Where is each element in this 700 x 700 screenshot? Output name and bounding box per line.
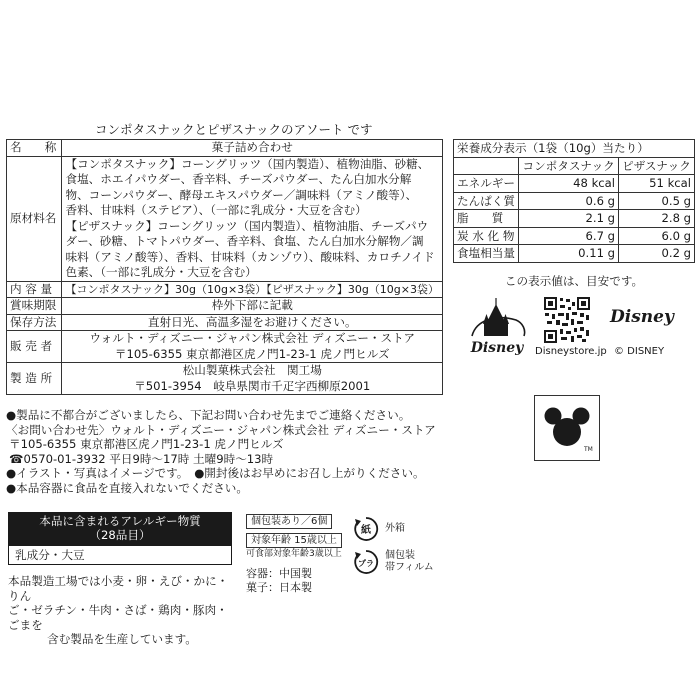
seller-value bbox=[62, 331, 443, 363]
table-row bbox=[7, 298, 443, 315]
nutrient-label: 脂 質 bbox=[454, 210, 519, 228]
table-row bbox=[454, 192, 695, 210]
table-row bbox=[7, 363, 443, 395]
nutrient-value: 0.2 g bbox=[619, 245, 695, 263]
paper-recycle-icon bbox=[353, 516, 379, 542]
nutrient-label: たんぱく質 bbox=[454, 192, 519, 210]
table-row bbox=[454, 175, 695, 193]
nutrient-label: 食塩相当量 bbox=[454, 245, 519, 263]
nutrient-value: 0.5 g bbox=[619, 192, 695, 210]
paper-recycle bbox=[353, 516, 434, 542]
ingredients-line: 食塩、ホエイパウダー、香辛料、チーズパウダー、たん白加水分解 bbox=[65, 172, 412, 186]
ingredients-line: 【ピザスナック】コーングリッツ（国内製造）、植物油脂、チーズパウ bbox=[65, 218, 429, 233]
plastic-label-line: 帯フィルム bbox=[385, 562, 434, 573]
content-value: 【コンポタスナック】30g（10g×3袋）【ピザスナック】30g（10g×3袋） bbox=[62, 281, 443, 298]
copyright: © DISNEY bbox=[614, 346, 665, 357]
storage-key: 保存方法 bbox=[7, 314, 62, 331]
allergy-note-line: 本品製造工場では小麦・卵・えび・かに・りん bbox=[8, 574, 229, 603]
table-row bbox=[454, 210, 695, 228]
container-origin: 容器：中国製 bbox=[246, 567, 312, 580]
table-row bbox=[454, 245, 695, 263]
note-line: ☎0570-01-3932 平日9時〜17時 土曜9時〜13時 bbox=[9, 451, 274, 466]
recycle-marks bbox=[353, 516, 434, 582]
allergy-note-line: 含む製品を生産しています。 bbox=[47, 632, 197, 647]
allergy-note bbox=[8, 574, 236, 647]
mickey-logo bbox=[534, 395, 600, 461]
plastic-recycle-icon bbox=[353, 548, 379, 576]
maker-value bbox=[62, 363, 443, 395]
qr-code[interactable] bbox=[544, 297, 590, 343]
nutrition-title: 栄養成分表示（1袋（10g）当たり） bbox=[454, 140, 695, 158]
paper-mark: 紙 bbox=[361, 525, 371, 536]
nutrient-value: 0.6 g bbox=[519, 192, 619, 210]
table-row bbox=[7, 140, 443, 157]
seller-line: ウォルト・ディズニー・ジャパン株式会社 ディズニー・ストア bbox=[89, 331, 415, 345]
nutrition-note: この表示値は、目安です。 bbox=[504, 274, 644, 288]
allergy-box bbox=[8, 512, 232, 565]
nutrition-table bbox=[453, 139, 695, 263]
nutrient-value: 2.8 g bbox=[619, 210, 695, 228]
note-line: ●本品容器に食品を直接入れないでください。 bbox=[6, 480, 248, 495]
plastic-label-line: 個包装 bbox=[385, 550, 415, 561]
disneystore-url[interactable]: Disneystore.jp bbox=[535, 346, 607, 357]
disney-wordmark: Disney bbox=[610, 307, 674, 327]
nutrition-col-header: コンポタスナック bbox=[519, 157, 619, 175]
age-note: 可食部対象年齢3歳以上 bbox=[246, 549, 342, 559]
table-row bbox=[454, 227, 695, 245]
castle-icon bbox=[466, 296, 528, 356]
seller-key: 販 売 者 bbox=[7, 331, 62, 363]
nutrient-value: 0.11 g bbox=[519, 245, 619, 263]
castle-wordmark: Disney bbox=[470, 340, 524, 356]
content-key: 内 容 量 bbox=[7, 281, 62, 298]
nutrient-value: 2.1 g bbox=[519, 210, 619, 228]
plastic-mark: プラ bbox=[358, 559, 374, 568]
note-line: 〒105-6355 東京都港区虎ノ門1-23-1 虎ノ門ヒルズ bbox=[9, 437, 284, 452]
allergy-items: 乳成分・大豆 bbox=[8, 545, 232, 565]
allergy-note-line: ご・ゼラチン・牛肉・さば・鶏肉・豚肉・ごまを bbox=[8, 603, 228, 632]
name-value: 菓子詰め合わせ bbox=[62, 140, 443, 157]
ingredients-line: 香料、甘味料（ステビア）、（一部に乳成分・大豆を含む） bbox=[65, 203, 367, 217]
plastic-recycle bbox=[353, 548, 434, 576]
paper-label: 外箱 bbox=[385, 523, 405, 534]
table-row bbox=[7, 314, 443, 331]
ingredients-line: 色素、（一部に乳成分・大豆を含む） bbox=[65, 265, 257, 279]
ingredients-line: 【コンポタスナック】コーングリッツ（国内製造）、植物油脂、砂糖、 bbox=[65, 156, 430, 171]
plastic-label bbox=[385, 550, 434, 574]
maker-line: 〒501-3954 岐阜県関市千疋字西柳原2001 bbox=[134, 378, 371, 393]
maker-key: 製 造 所 bbox=[7, 363, 62, 395]
ingredients-value bbox=[62, 156, 443, 281]
best-before-value: 枠外下部に記載 bbox=[62, 298, 443, 315]
qr-code-icon bbox=[544, 297, 590, 343]
allergy-header-line: （28品目） bbox=[89, 528, 151, 542]
note-line: 〈お問い合わせ先〉ウォルト・ディズニー・ジャパン株式会社 ディズニー・ストア bbox=[6, 422, 436, 437]
table-row bbox=[454, 140, 695, 158]
nutrient-value: 51 kcal bbox=[619, 175, 695, 193]
maker-line: 松山製菓株式会社 関工場 bbox=[182, 363, 322, 377]
nutrition-col-header: ピザスナック bbox=[619, 157, 695, 175]
ingredients-line: 味料（アミノ酸等）、香料、甘味料（カンゾウ）、酸味料、カロチノイド bbox=[65, 249, 435, 264]
nutrient-value: 6.0 g bbox=[619, 227, 695, 245]
trademark: TM bbox=[584, 446, 593, 453]
age-badge: 対象年齢 15歳以上 bbox=[246, 533, 342, 548]
name-key: 名 称 bbox=[7, 140, 62, 157]
nutrient-value: 48 kcal bbox=[519, 175, 619, 193]
pieces-badge: 個包装あり／6個 bbox=[246, 514, 332, 529]
nutrient-value: 6.7 g bbox=[519, 227, 619, 245]
allergy-header-line: 本品に含まれるアレルギー物質 bbox=[39, 514, 201, 528]
ingredients-line: 物、コーンパウダー、酵母エキスパウダー／調味料（アミノ酸等）、 bbox=[65, 187, 418, 202]
note-line: ●イラスト・写真はイメージです。 ●開封後はお早めにお召し上がりください。 bbox=[6, 466, 425, 481]
nutrition-corner bbox=[454, 157, 519, 175]
ingredients-line: ダー、砂糖、トマトパウダー、香辛料、食塩、たん白加水分解物／調 bbox=[65, 234, 424, 248]
best-before-key: 賞味期限 bbox=[7, 298, 62, 315]
note-line: ●製品に不都合がございましたら、下記お問い合わせ先までご連絡ください。 bbox=[6, 408, 411, 422]
disney-castle-logo bbox=[466, 296, 528, 356]
nutrient-label: 炭 水 化 物 bbox=[454, 227, 519, 245]
storage-value: 直射日光、高温多湿をお避けください。 bbox=[62, 314, 443, 331]
page-title: コンポタスナックとピザスナックのアソート です bbox=[95, 122, 373, 137]
table-row bbox=[7, 281, 443, 298]
table-row bbox=[7, 156, 443, 281]
package-info bbox=[246, 514, 342, 595]
snack-origin: 菓子：日本製 bbox=[246, 581, 312, 594]
nutrient-label: エネルギー bbox=[454, 175, 519, 193]
product-label-table bbox=[6, 139, 443, 395]
table-row bbox=[7, 331, 443, 363]
table-row bbox=[454, 157, 695, 175]
allergy-header bbox=[8, 512, 232, 545]
seller-line: 〒105-6355 東京都港区虎ノ門1-23-1 虎ノ門ヒルズ bbox=[114, 346, 390, 361]
notes bbox=[6, 408, 446, 496]
ingredients-key: 原材料名 bbox=[7, 156, 62, 281]
